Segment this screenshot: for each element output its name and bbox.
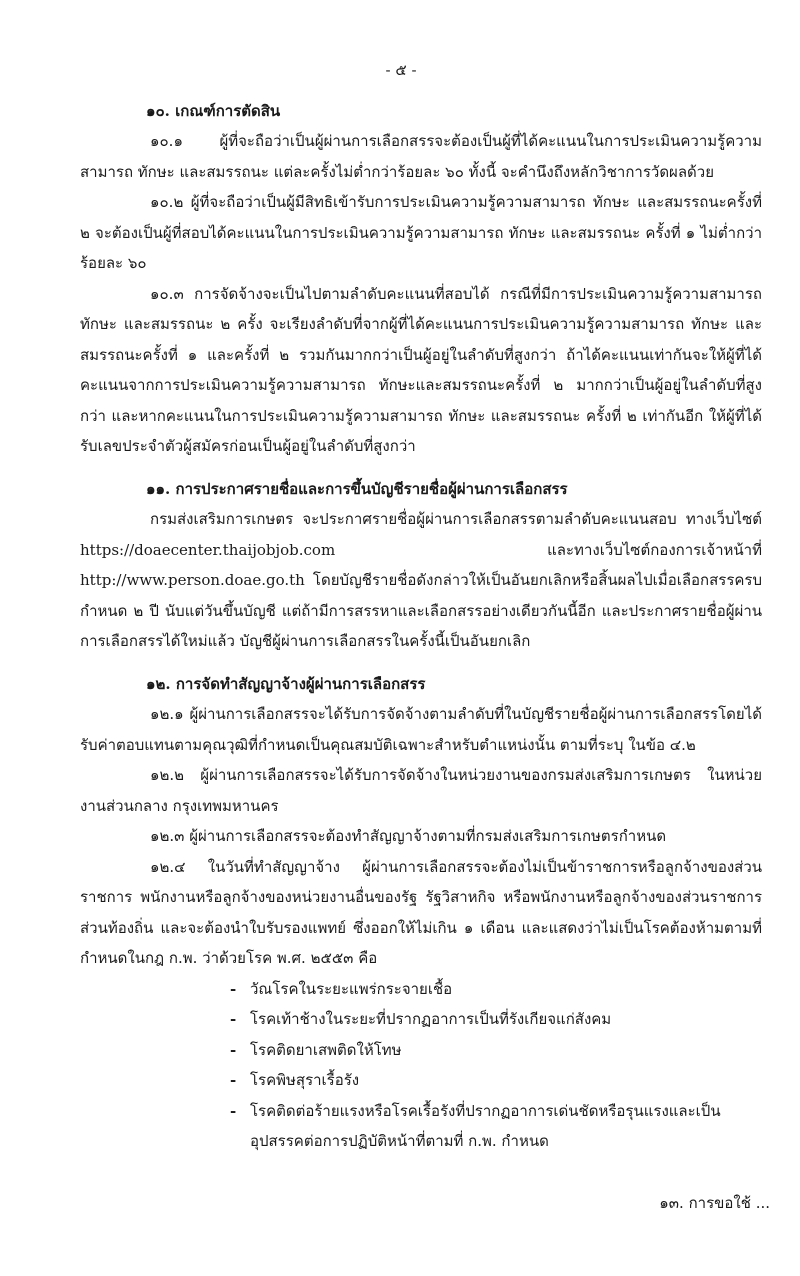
section-10-heading: ๑๐. เกณฑ์การตัดสิน <box>146 101 281 120</box>
list-item: - โรคติดยาเสพติดให้โทษ <box>230 1035 762 1066</box>
list-item: - โรคเท้าช้างในระยะที่ปรากฏอาการเป็นที่รังเกียจแก่สังคม <box>230 1004 762 1035</box>
section-gap <box>80 462 762 474</box>
paragraph-12-2: ๑๒.๒ ผู้ผ่านการเลือกสรรจะได้รับการจัดจ้างในหน่วยงานของกรมส่งเสริมการเกษตร ในหน่วยงานส่วนกลาง กรุงเทพมหานคร <box>80 766 762 815</box>
paragraph-12-3: ๑๒.๓ ผู้ผ่านการเลือกสรรจะต้องทำสัญญาจ้างตามที่กรมส่งเสริมการเกษตรกำหนด <box>150 827 667 845</box>
page-number: - ๕ - <box>385 61 417 79</box>
paragraph-12-1: ๑๒.๑ ผู้ผ่านการเลือกสรรจะได้รับการจัดจ้างตามลำดับที่ในบัญชีรายชื่อผู้ผ่านการเลือกสรรโดยได้รับค่าตอบแทนตามคุณวุฒิที่กำหนดเป็นคุณสมบัติเฉพาะสำหรับตำแหน่งนั้น ตามที่ระบุ ในข้อ ๔.๒ <box>80 705 762 754</box>
section-12-heading: ๑๒. การจัดทำสัญญาจ้างผู้ผ่านการเลือกสรร <box>146 674 426 693</box>
paragraph-12-4: ๑๒.๔ ในวันที่ทำสัญญาจ้าง ผู้ผ่านการเลือกสรรจะต้องไม่เป็นข้าราชการหรือลูกจ้างของส่วนราชการ พนักงานหรือลูกจ้างของหน่วยงานอื่นของรัฐ รัฐวิสาหกิจ หรือพนักงานหรือลูกจ้างของส่วนราชการ ส่วนท้องถิ่น และจะต้องนำใบรับรองแพทย์ ซึ่งออกให้ไม่เกิน ๑ เดือน และแสดงว่าไม่เป็นโรคต้องห้ามตามที่กำหนดในกฎ ก.พ. ว่าด้วยโรค พ.ศ. ๒๕๕๓ คือ <box>80 857 762 967</box>
section-11 <box>80 474 762 657</box>
section-10 <box>80 96 762 462</box>
list-item: - โรคพิษสุราเรื้อรัง <box>230 1065 762 1096</box>
paragraph-11-1: กรมส่งเสริมการเกษตร จะประกาศรายชื่อผู้ผ่านการเลือกสรรตามลำดับคะแนนสอบ ทางเว็บไซต์ https://doaecenter.thaijobjob.com และทางเว็บไซต์กองการเจ้าหน้าที่ http://www.person.doae.go.th โดยบัญชีรายชื่อดังกล่าวให้เป็นอันยกเลิกหรือสิ้นผลไปเมื่อเลือกสรรครบกำหนด ๒ ปี นับแต่วันขึ้นบัญชี แต่ถ้ามีการสรรหาและเลือกสรรอย่างเดียวกันนี้อีก และประกาศรายชื่อผู้ผ่านการเลือกสรรได้ใหม่แล้ว บัญชีผู้ผ่านการเลือกสรรในครั้งนี้เป็นอันยกเลิก <box>80 510 762 650</box>
section-gap <box>80 657 762 669</box>
continuation-note: ๑๓. การขอใช้ ... <box>659 1194 770 1212</box>
section-11-heading: ๑๑. การประกาศรายชื่อและการขึ้นบัญชีรายชื่อผู้ผ่านการเลือกสรร <box>146 479 568 498</box>
disease-list <box>80 974 762 1157</box>
paragraph-10-2: ๑๐.๒ ผู้ที่จะถือว่าเป็นผู้มีสิทธิเข้ารับการประเมินความรู้ความสามารถ ทักษะ และสมรรถนะครั้งที่ ๒ จะต้องเป็นผู้ที่สอบได้คะแนนในการประเมินความรู้ความสามารถ ทักษะ และสมรรถนะ ครั้งที่ ๑ ไม่ต่ำกว่าร้อยละ ๖๐ <box>80 193 762 272</box>
section-12 <box>80 669 762 1157</box>
paragraph-10-1: ๑๐.๑ ผู้ที่จะถือว่าเป็นผู้ผ่านการเลือกสรรจะต้องเป็นผู้ที่ได้คะแนนในการประเมินความรู้ความสามารถ ทักษะ และสมรรถนะ แต่ละครั้งไม่ต่ำกว่าร้อยละ ๖๐ ทั้งนี้ จะคำนึงถึงหลักวิชาการวัดผลด้วย <box>80 132 762 181</box>
list-item: - โรคติดต่อร้ายแรงหรือโรคเรื้อรังที่ปรากฏอาการเด่นชัดหรือรุนแรงและเป็นอุปสรรคต่อการปฏิบัติหน้าที่ตามที่ ก.พ. กำหนด <box>230 1096 762 1157</box>
paragraph-10-3: ๑๐.๓ การจัดจ้างจะเป็นไปตามลำดับคะแนนที่สอบได้ กรณีที่มีการประเมินความรู้ความสามารถ ทักษะ และสมรรถนะ ๒ ครั้ง จะเรียงลำดับที่จากผู้ที่ได้คะแนนการประเมินความรู้ความสามารถ ทักษะ และสมรรถนะครั้งที่ ๑ และครั้งที่ ๒ รวมกันมากกว่าเป็นผู้อยู่ในลำดับที่สูงกว่า ถ้าได้คะแนนเท่ากันจะให้ผู้ที่ได้คะแนนจากการประเมินความรู้ความสามารถ ทักษะและสมรรถนะครั้งที่ ๒ มากกว่าเป็นผู้อยู่ในลำดับที่สูงกว่า และหากคะแนนในการประเมินความรู้ความสามารถ ทักษะ และสมรรถนะ ครั้งที่ ๒ เท่ากันอีก ให้ผู้ที่ได้รับเลขประจำตัวผู้สมัครก่อนเป็นผู้อยู่ในลำดับที่สูงกว่า <box>80 284 762 455</box>
list-item: - วัณโรคในระยะแพร่กระจายเชื้อ <box>230 974 762 1005</box>
